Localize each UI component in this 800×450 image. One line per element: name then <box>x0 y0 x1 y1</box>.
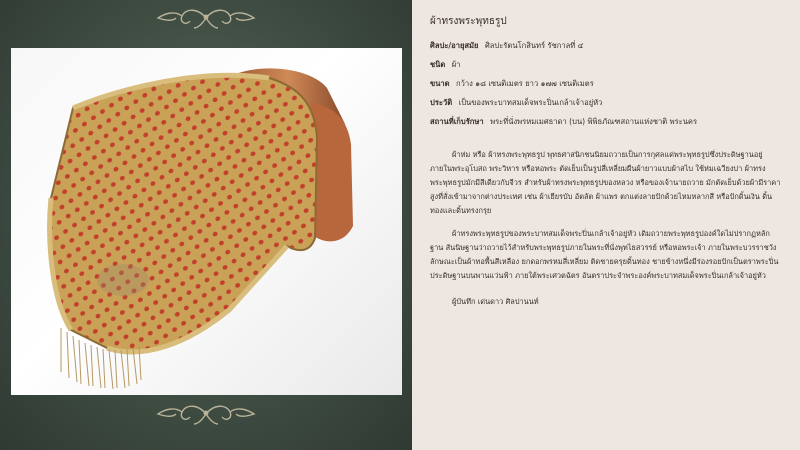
textile-photo <box>11 48 402 395</box>
ornament-top-icon <box>146 4 266 32</box>
meta-row-size <box>430 78 780 89</box>
meta-value: ศิลปะรัตนโกสินทร์ รัชกาลที่ ๔ <box>484 41 584 50</box>
description-paragraph-1: ผ้าห่ม หรือ ผ้าทรงพระพุทธรูป พุทธศาสนิกชนนิยมถวายเป็นการกุศลแด่พระพุทธรูปซึ่งประดิษฐานอยู่ภายในพระอุโบสถ พระวิหาร หรือหอพระ ตัดเย็บเป็นรูปสี่เหลี่ยมผืนผ้ายาวแบบผ้าสไบ ใช้ห่มเฉวียงบ่า ผ้าทรงพระพุทธรูปมักมีสีเดียวกับจีวร สำหรับผ้าทรงพระพุทธรูปของหลวง หรือของเจ้านายถวาย มักตัดเย็บด้วยผ้ามีราคาสูงที่สั่งเข้ามาจากต่างประเทศ เช่น ผ้าเยียรบับ อัตลัต ผ้าแพร ตกแต่งลายปักด้วยไหมหลากสี หรือปักดิ้นเงิน ดิ้นทองและดิ้นทรงกรุย <box>430 150 781 215</box>
meta-row-period <box>430 40 780 51</box>
meta-key: ศิลปะ/อายุสมัย <box>430 41 479 50</box>
meta-key: ชนิด <box>430 60 446 69</box>
meta-value: กว้าง ๑๘ เซนติเมตร ยาว ๑๗๗ เซนติเมตร <box>456 79 594 88</box>
textile-illustration <box>11 48 402 395</box>
meta-row-location <box>430 116 780 127</box>
meta-value: ผ้า <box>451 60 461 69</box>
description-paragraph-2: ผ้าทรงพระพุทธรูปของพระบาทสมเด็จพระปิ่นเกล้าเจ้าอยู่หัว เดิมถวายพระพุทธรูปองค์ใดไม่ปรากฏหลักฐาน สันนิษฐานว่าถวายไว้สำหรับพระพุทธรูปภายในพระที่นั่งพุทไธสวรรย์ หรือหอพระเจ้า ภายในพระบวรราชวัง ลักษณะเป็นผ้าทอพื้นสีเหลือง ยกดอกพรหมสี่เหลี่ยม ติดชายครุยดิ้นทอง ชายข้างหนึ่งมีร่องรอยปักเป็นตราพระปิ่นประดิษฐานบนพานแว่นฟ้า ภายใต้พระเศวตฉัตร อันตราประจำพระองค์พระบาทสมเด็จพระปิ่นเกล้าเจ้าอยู่หัว <box>430 229 779 280</box>
meta-value: พระที่นั่งพรหมเมศธาดา (บน) พิพิธภัณฑสถานแห่งชาติ พระนคร <box>490 117 698 126</box>
meta-row-history <box>430 97 780 108</box>
ornament-bottom-icon <box>146 400 266 428</box>
meta-row-type <box>430 59 780 70</box>
meta-key: ประวัติ <box>430 98 453 107</box>
meta-key: ขนาด <box>430 79 450 88</box>
meta-key: สถานที่เก็บรักษา <box>430 117 484 126</box>
meta-value: เป็นของพระบาทสมเด็จพระปิ่นเกล้าเจ้าอยู่หัว <box>458 98 603 107</box>
document-title: ผ้าทรงพระพุทธรูป <box>430 16 507 27</box>
author-credit: ผู้บันทึก เด่นดาว ศิลปานนท์ <box>452 297 539 306</box>
metadata-list <box>430 40 780 135</box>
